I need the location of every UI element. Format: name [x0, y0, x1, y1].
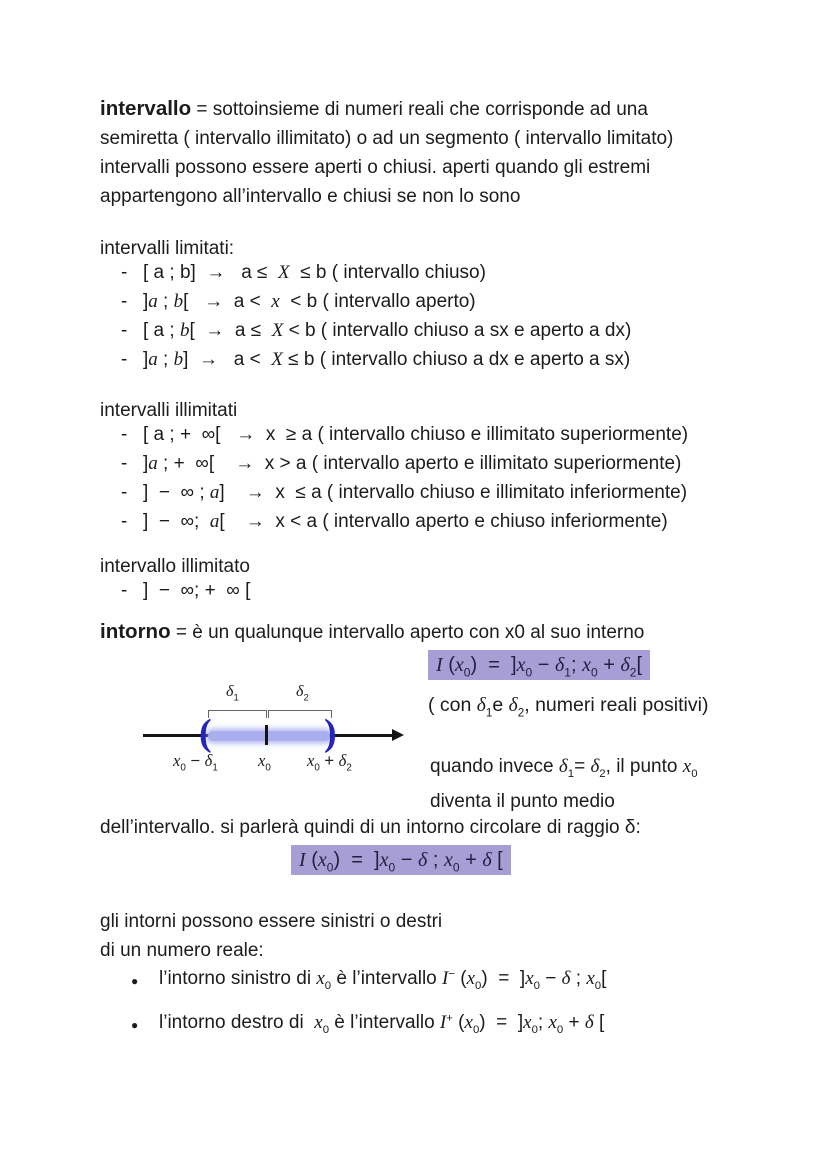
list-item-text: ]a ; + ∞[ → x > a ( intervallo aperto e illimitato superiormente) — [143, 453, 682, 474]
list-item — [121, 511, 688, 540]
close-paren: ) — [324, 712, 337, 754]
text-dell-intervallo: dell’intervallo. si parlerà quindi di un intorno circolare di raggio δ: — [100, 817, 641, 838]
intro-line-1 — [100, 94, 673, 124]
dash-marker: - — [121, 320, 128, 341]
bullet-item-intorno-destro — [131, 1012, 604, 1039]
bullet-item-text: l’intorno destro di $x_0$ è l’intervallo I+ $(x_0) = ]x_0$; $x_0 + \delta$ [ — [159, 1012, 605, 1037]
center-tick — [265, 725, 268, 745]
dash-marker: - — [121, 511, 128, 532]
delta1-brace — [208, 710, 267, 718]
note-delta-positivi: ( con $\delta_1e$ $\delta_2$, numeri reali positivi) — [428, 694, 709, 720]
list-item-text: ] − ∞; a[ → x < a ( intervallo aperto e chiuso inferiormente) — [143, 511, 668, 532]
list-intervallo-illimitato — [121, 580, 250, 609]
dash-marker: - — [121, 424, 128, 445]
formula-intorno-general: I $(x_0) = ]x_0 - \delta_1$; $x_0 + \delta_2$[ — [428, 650, 650, 680]
list-item — [121, 424, 688, 453]
list-item — [121, 262, 631, 291]
dash-marker: - — [121, 349, 128, 370]
label-x0-plus-delta2: $x_0 + \delta_2$ — [307, 751, 352, 774]
dash-marker: - — [121, 482, 128, 503]
list-item — [121, 320, 631, 349]
list-item-text: [ a ; + ∞[ → x ≥ a ( intervallo chiuso e illimitato superiormente) — [143, 424, 689, 445]
list-intervalli-limitati — [121, 262, 631, 378]
number-line-diagram — [100, 683, 420, 783]
section-title-intervallo-illimitato: intervallo illimitato — [100, 556, 250, 577]
section-title-intervalli-illimitati: intervalli illimitati — [100, 400, 238, 421]
intro-line-3: intervalli possono essere aperti o chiusi. aperti quando gli estremi — [100, 157, 651, 178]
list-item-text: ] − ∞; + ∞ [ — [143, 580, 251, 601]
list-item-text: [ a ; b] → a ≤ X ≤ b ( intervallo chiuso) — [143, 262, 486, 283]
formula-intorno-circolare: I $(x_0) = ]x_0 - \delta$ ; $x_0 + \delta$ [ — [291, 845, 511, 875]
list-item — [121, 349, 631, 378]
text-diventa-punto-medio: diventa il punto medio — [430, 791, 615, 812]
intro-line-2: semiretta ( intervallo illimitato) o ad un segmento ( intervallo limitato) — [100, 128, 674, 149]
bullet-item-text: l’intorno sinistro di $x_0$ è l’intervallo I− $(x_0) = ]x_0 - \delta$ ; $x_0$[ — [159, 968, 607, 993]
dash-marker: - — [121, 262, 128, 283]
intro-paragraph — [100, 94, 673, 211]
delta2-brace — [268, 710, 332, 718]
arrow-head-icon — [392, 729, 404, 741]
bullet-marker: ● — [131, 974, 139, 988]
term-intervallo: intervallo — [100, 97, 192, 120]
formula-intorno-circolare-wrap — [291, 849, 511, 875]
list-intervalli-illimitati — [121, 424, 688, 540]
term-intorno: intorno — [100, 620, 171, 643]
text-quando-invece: quando invece $\delta_1= \delta_2$, il punto $x_0$ — [430, 756, 698, 781]
dash-marker: - — [121, 580, 128, 601]
list-item-text: ]a ; b[ → a < x < b ( intervallo aperto) — [143, 291, 476, 312]
list-item — [121, 291, 631, 320]
interval-band — [208, 731, 330, 741]
formula-intorno-general-wrap — [428, 654, 650, 680]
dash-marker: - — [121, 453, 128, 474]
intorno-definition — [100, 617, 644, 647]
label-x0: $x_0$ — [258, 751, 271, 774]
intro-line-1-rest: = sottoinsieme di numeri reali che corrisponde ad una — [191, 99, 648, 120]
list-item — [121, 482, 688, 511]
delta2-label: $\delta_2$ — [296, 683, 309, 704]
text-di-un-numero-reale: di un numero reale: — [100, 940, 264, 961]
open-paren: ( — [199, 712, 212, 754]
list-item — [121, 580, 250, 609]
text-gli-intorni: gli intorni possono essere sinistri o destri — [100, 911, 443, 932]
label-x0-minus-delta1: $x_0 - \delta_1$ — [173, 751, 218, 774]
bullet-marker: ● — [131, 1018, 139, 1032]
list-item — [121, 453, 688, 482]
list-item-text: ] − ∞ ; a] → x ≤ a ( intervallo chiuso e illimitato inferiormente) — [143, 482, 688, 503]
section-title-intervalli-limitati: intervalli limitati: — [100, 238, 235, 259]
list-item-text: [ a ; b[ → a ≤ X < b ( intervallo chiuso a sx e aperto a dx) — [143, 320, 632, 341]
intro-line-4: appartengono all’intervallo e chiusi se non lo sono — [100, 186, 521, 207]
delta1-label: $\delta_1$ — [226, 683, 239, 704]
bullet-item-intorno-sinistro — [131, 968, 606, 995]
list-item-text: ]a ; b] → a < X ≤ b ( intervallo chiuso a dx e aperto a sx) — [143, 349, 631, 370]
intorno-definition-rest: = è un qualunque intervallo aperto con x0 al suo interno — [170, 622, 645, 643]
dash-marker: - — [121, 291, 128, 312]
